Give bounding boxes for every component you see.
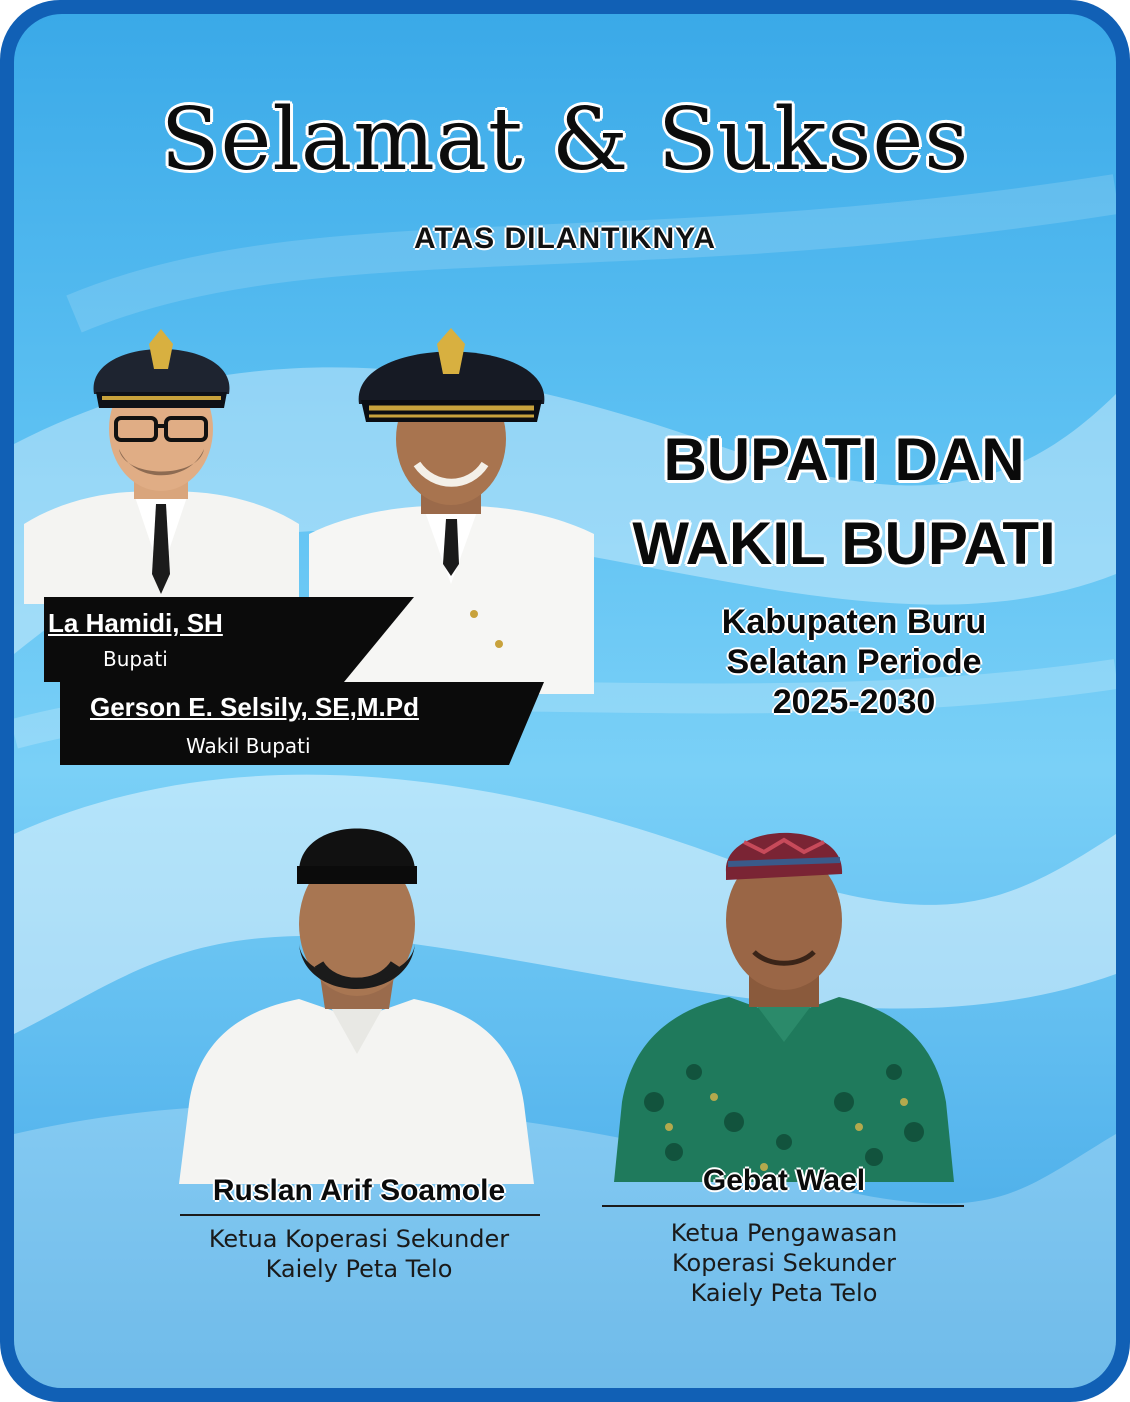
headline-line-1: BUPATI DAN: [663, 426, 1025, 493]
poster-subtitle: ATAS DILANTIKNYA: [413, 222, 717, 255]
gebat-divider: [602, 1205, 964, 1207]
bupati-photo: [24, 314, 299, 604]
region-line-1: Kabupaten Buru: [721, 603, 987, 641]
gebat-photo: [614, 802, 954, 1182]
ruslan-role: Ketua Koperasi Sekunder Kaiely Peta Telo: [208, 1225, 510, 1283]
position-headline: [584, 418, 1104, 586]
wakil-bupati-name: Gerson E. Selsily, SE,M.Pd: [90, 692, 419, 722]
ruslan-name: Ruslan Arif Soamole: [212, 1174, 506, 1207]
bupati-name: La Hamidi, SH: [48, 608, 223, 638]
wakil-bupati-role: Wakil Bupati: [186, 734, 311, 758]
poster-title: Selamat & Sukses: [160, 90, 970, 190]
ruslan-photo: [179, 804, 534, 1184]
poster-panel: [14, 14, 1116, 1388]
region-line-2: Selatan Periode: [726, 643, 982, 681]
bupati-role: Bupati: [103, 647, 168, 671]
ruslan-divider: [180, 1214, 540, 1216]
gebat-role: Ketua Pengawasan Koperasi Sekunder Kaiely Peta Telo: [670, 1219, 898, 1307]
region-period: [634, 602, 1074, 722]
region-line-3: 2025-2030: [772, 683, 936, 721]
headline-line-2: WAKIL BUPATI: [632, 510, 1056, 577]
gebat-name: Gebat Wael: [702, 1164, 866, 1197]
